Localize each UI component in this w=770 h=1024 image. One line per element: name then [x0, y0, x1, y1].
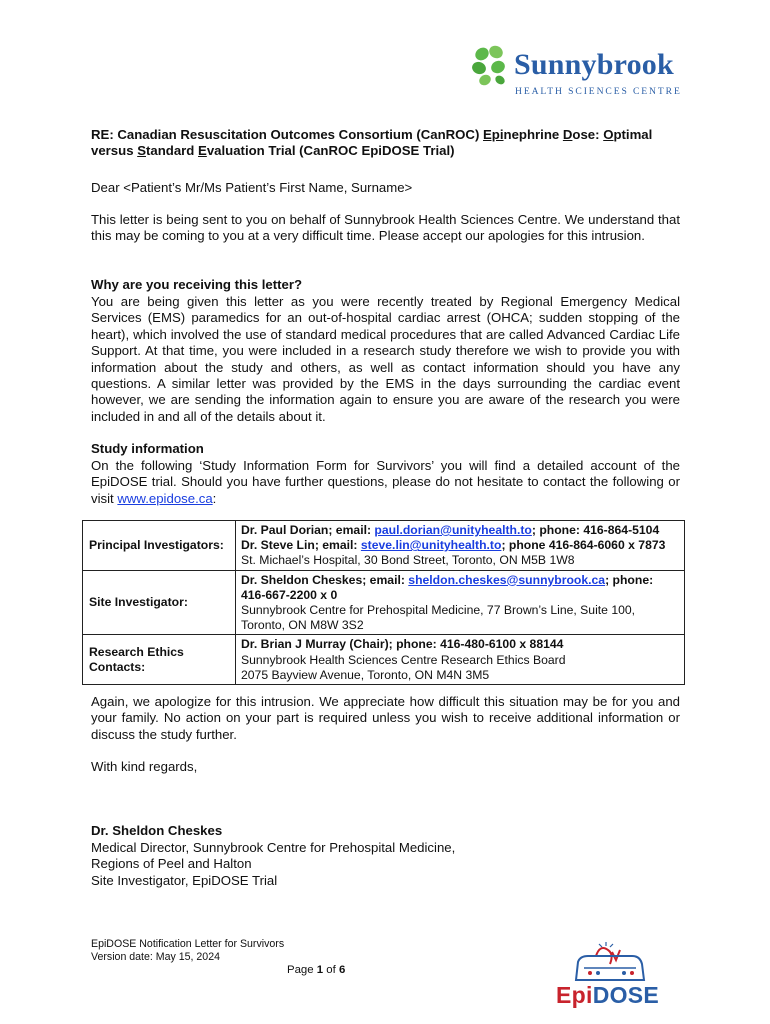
ethics-details — [236, 635, 685, 685]
intro-paragraph: This letter is being sent to you on behalf of Sunnybrook Health Sciences Centre. We understand that this may be coming to you at a very difficult time. Please accept our apologies for this intrusion. — [91, 212, 680, 244]
ethics-address: 2075 Bayview Avenue, Toronto, ON M4N 3M5 — [241, 667, 490, 682]
pi-label: Principal Investigators: — [83, 521, 236, 571]
salutation: Dear <Patient’s Mr/Ms Patient’s First Name, Surname> — [91, 180, 413, 195]
sunnybrook-logo — [470, 44, 685, 100]
logo-subtitle: HEALTH SCIENCES CENTRE — [515, 86, 682, 97]
ethics-board: Sunnybrook Health Sciences Centre Research Ethics Board — [241, 652, 566, 667]
closing-paragraph: Again, we apologize for this intrusion. We appreciate how difficult this situation may be for you and your family. No action on your part is required unless you wish to receive additional information or discuss the study further. — [91, 694, 680, 742]
study-heading: Study information — [91, 441, 204, 456]
pi2-email-link[interactable]: steve.lin@unityhealth.to — [360, 538, 502, 553]
footer-version: Version date: May 15, 2024 — [91, 951, 220, 963]
subject-line: RE: Canadian Resuscitation Outcomes Consortium (CanROC) Epinephrine Dose: Optimal versus Standard Evaluation Trial (CanROC EpiDOSE Trial) — [91, 127, 653, 159]
epidose-logo — [548, 942, 666, 1008]
ambulance-icon — [548, 942, 666, 984]
regards: With kind regards, — [91, 759, 198, 774]
table-row — [83, 635, 685, 685]
signer-title: Medical Director, Sunnybrook Centre for Prehospital Medicine, Regions of Peel and Halton Site Investigator, EpiDOSE Trial — [91, 840, 456, 888]
pi1-email-link[interactable]: paul.dorian@unityhealth.to — [374, 523, 532, 537]
epidose-website-link[interactable]: www.epidose.ca — [117, 490, 213, 506]
signer-name: Dr. Sheldon Cheskes — [91, 823, 223, 838]
table-row — [83, 570, 685, 635]
ethics-label: Research Ethics Contacts: — [83, 635, 236, 685]
pi-details: Dr. Paul Dorian; email: paul.dorian@unityhealth.to; phone: 416-864-5104 Dr. Steve Lin; email: steve.lin@unityhealth.to; phone 416-864-6060 x 7873 St. Michael’s Hospital, 30 Bond Street, Toronto, ON M5B 1W8 — [236, 521, 685, 571]
leaf-cluster-icon — [470, 44, 512, 88]
table-row — [83, 521, 685, 571]
site-details: Dr. Sheldon Cheskes; email: sheldon.cheskes@sunnybrook.ca; phone: 416-667-2200 x 0 Sunnybrook Centre for Prehospital Medicine, 77 Brown’s Line, Suite 100, Toronto, ON M8W 3S2 — [236, 570, 685, 635]
study-paragraph: On the following ‘Study Information Form for Survivors’ you will find a detailed account of the EpiDOSE trial. Should you have further questions, please do not hesitate to contact the following or visit www.epidose.ca: — [91, 458, 680, 506]
site-address: Sunnybrook Centre for Prehospital Medicine, 77 Brown’s Line, Suite 100, Toronto, ON M8W 3S2 — [241, 603, 636, 633]
logo-name: Sunnybrook — [514, 48, 674, 81]
pi-address: St. Michael’s Hospital, 30 Bond Street, Toronto, ON M5B 1W8 — [241, 553, 575, 568]
site-email-link[interactable]: sheldon.cheskes@sunnybrook.ca — [408, 572, 606, 587]
why-heading: Why are you receiving this letter? — [91, 277, 303, 292]
footer-title: EpiDOSE Notification Letter for Survivors — [91, 938, 285, 950]
contacts-table — [82, 520, 685, 685]
site-label: Site Investigator: — [83, 570, 236, 635]
ethics-chair: Dr. Brian J Murray (Chair); phone: 416-480-6100 x 88144 — [241, 637, 564, 652]
page-number: Page 1 of 6 — [287, 964, 346, 976]
footer-doc-info — [91, 938, 284, 964]
epidose-wordmark: EpiDOSE — [556, 982, 660, 1008]
why-paragraph: You are being given this letter as you were recently treated by Regional Emergency Medical Services (EMS) paramedics for an out-of-hospital cardiac arrest (OHCA; sudden stopping of the heart), which involved the use of standard medical procedures that are called Advanced Cardiac Life Support. At that time, you were included in a research study therefore we wish to provide you with information about the study and others, as well as contact information should you have any questions. A similar letter was provided by the EMS in the days surrounding the cardiac event however, we are sending the information again to ensure you are aware of the research you were included in and all of the details about it. — [91, 294, 680, 424]
